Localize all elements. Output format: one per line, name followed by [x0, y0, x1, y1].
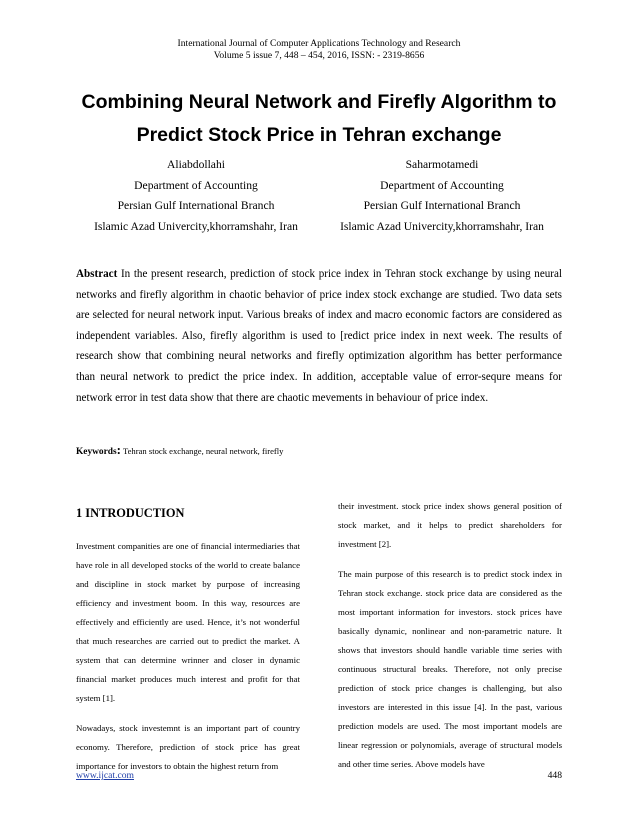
paragraph: Investment companities are one of financial intermediaries that have role in all developed stocks of the world to create balance and discipline in stock market by purpose of increasing efficiency and investment boom. In this way, resources are effectively and efficiently are used. Hence, it’s not wonderful that much researches are carried out to predict the market. A system that can determine wrinner and closer in dynamic financial market produces much interest and profit for that system [1]. — [76, 541, 300, 703]
journal-issue: Volume 5 issue 7, 448 – 454, 2016, ISSN: - 2319-8656 — [213, 50, 425, 61]
keywords — [76, 442, 283, 458]
paragraph: The main purpose of this research is to predict stock index in Tehran stock exchange. stock price data are considered as the most important information for investors. stock prices have basically dynamic, nonlinear and non-parametric nature. It shows that investors should handle variable time series with continuous structural breaks. Therefore, not only precise prediction of stock price changes is challenging, but also investors are interested in this issue [4]. In the past, various prediction models are used. The most important models are linear regression or polynomials, average of structural models and other time series. Above models have — [338, 569, 562, 769]
author-univ: Islamic Azad Univercity,khorramshahr, Iran — [94, 219, 298, 233]
keywords-colon: : — [116, 442, 121, 457]
page-number: 448 — [547, 770, 562, 781]
keywords-text: Tehran stock exchange, neural network, firefly — [122, 446, 284, 456]
title-line-1: Combining Neural Network and Firefly Algorithm to — [81, 91, 557, 113]
footer-link[interactable]: www.ijcat.com — [76, 770, 134, 781]
author-branch: Persian Gulf International Branch — [363, 199, 521, 212]
abstract-label: Abstract — [76, 268, 118, 280]
author-block-1 — [76, 155, 316, 237]
author-name: Aliabdollahi — [167, 158, 225, 171]
author-univ: Islamic Azad Univercity,khorramshahr, Iran — [340, 219, 544, 233]
abstract-text: In the present research, prediction of stock price index in Tehran stock exchange by using neural networks and firefly algorithm in chaotic behavior of price index stock exchange are studied. Two data sets are selected for neural network input. Various breaks of index and macro economic factors are considered as independent variables. Also, firefly algorithm is used to [redict price index in next week. The results of research show that combining neural networks and firefly optimization algorithm has better performance than neural network to predict the price index. In addition, acceptable value of error-sequre means for network error in test data show that there are chaotic mevements in behaviour of price index. — [76, 268, 562, 404]
section-heading: 1 INTRODUCTION — [76, 506, 185, 520]
title-line-2: Predict Stock Price in Tehran exchange — [136, 124, 502, 146]
left-column — [76, 537, 300, 776]
author-dept: Department of Accounting — [134, 178, 258, 192]
paper-title — [40, 86, 598, 152]
journal-name: International Journal of Computer Applications Technology and Research — [177, 38, 461, 49]
author-name: Saharmotamedi — [405, 158, 479, 171]
paragraph: their investment. stock price index shows general position of stock market, and it helps to predict shareholders for investment [2]. — [338, 501, 562, 549]
right-column — [338, 497, 562, 774]
author-dept: Department of Accounting — [380, 178, 504, 192]
author-branch: Persian Gulf International Branch — [117, 199, 275, 212]
paragraph: Nowadays, stock investemnt is an important part of country economy. Therefore, prediction of stock price has great importance for investors to obtain the highest return from — [76, 723, 300, 771]
abstract — [76, 264, 562, 408]
keywords-label: Keywords — [76, 447, 117, 457]
author-block-2 — [322, 155, 562, 237]
